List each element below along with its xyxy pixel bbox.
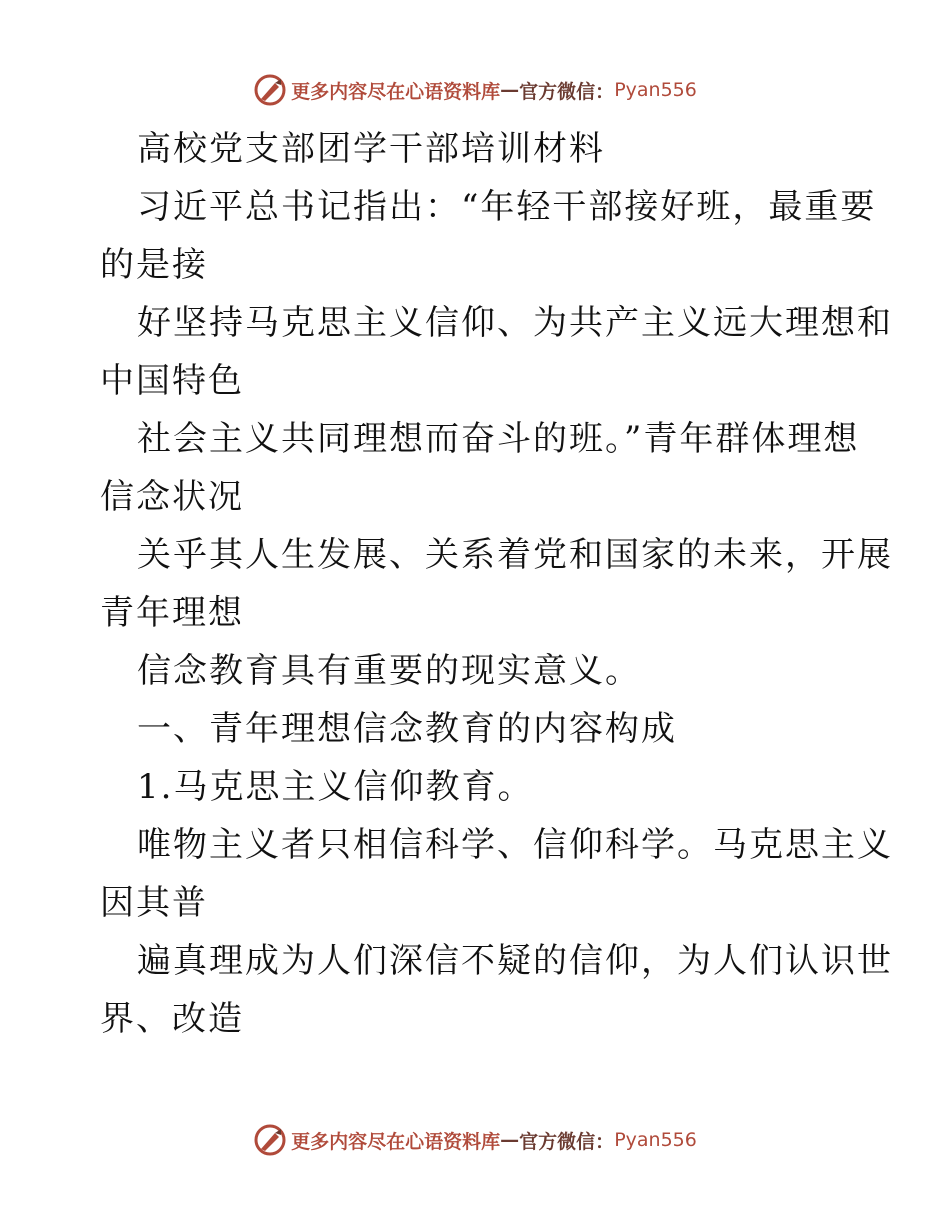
banner-wechat-label: 官方微信： [519, 1130, 615, 1153]
paragraph-line: 的是接 [100, 245, 208, 285]
section-heading: 一、青年理想信念教育的内容构成 [137, 709, 677, 749]
paragraph-line: 习近平总书记指出：“年轻干部接好班，最重要 [137, 187, 877, 227]
paragraph-line: 中国特色 [100, 361, 244, 401]
paragraph-line: 因其普 [100, 883, 208, 923]
subsection-heading: 1.马克思主义信仰教育。 [137, 767, 534, 807]
paragraph-line: 社会主义共同理想而奋斗的班。”青年群体理想 [137, 419, 860, 459]
paragraph-line: 界、改造 [100, 999, 244, 1039]
header-banner [0, 70, 950, 110]
banner-slogan: 更多内容尽在心语资料库 [291, 1130, 501, 1153]
pen-logo-icon [253, 73, 287, 107]
pen-logo-icon [253, 1123, 287, 1157]
paragraph-line: 唯物主义者只相信科学、信仰科学。马克思主义 [137, 825, 893, 865]
banner-slogan: 更多内容尽在心语资料库 [291, 80, 501, 103]
paragraph-line: 遍真理成为人们深信不疑的信仰，为人们认识世 [137, 941, 893, 981]
paragraph-line: 青年理想 [100, 593, 244, 633]
banner-dash: — [500, 79, 520, 101]
banner-wechat-label: 官方微信： [519, 80, 615, 103]
paragraph-line: 关乎其人生发展、关系着党和国家的未来，开展 [137, 535, 893, 575]
banner-wechat-id: Pyan556 [614, 1129, 697, 1151]
paragraph-line: 信念教育具有重要的现实意义。 [137, 651, 641, 691]
banner-dash: — [500, 1129, 520, 1151]
document-body [100, 120, 893, 1048]
paragraph-line: 好坚持马克思主义信仰、为共产主义远大理想和 [137, 303, 893, 343]
banner-wechat-id: Pyan556 [614, 79, 697, 101]
footer-banner [0, 1120, 950, 1160]
paragraph-line: 信念状况 [100, 477, 244, 517]
doc-title: 高校党支部团学干部培训材料 [137, 129, 605, 169]
